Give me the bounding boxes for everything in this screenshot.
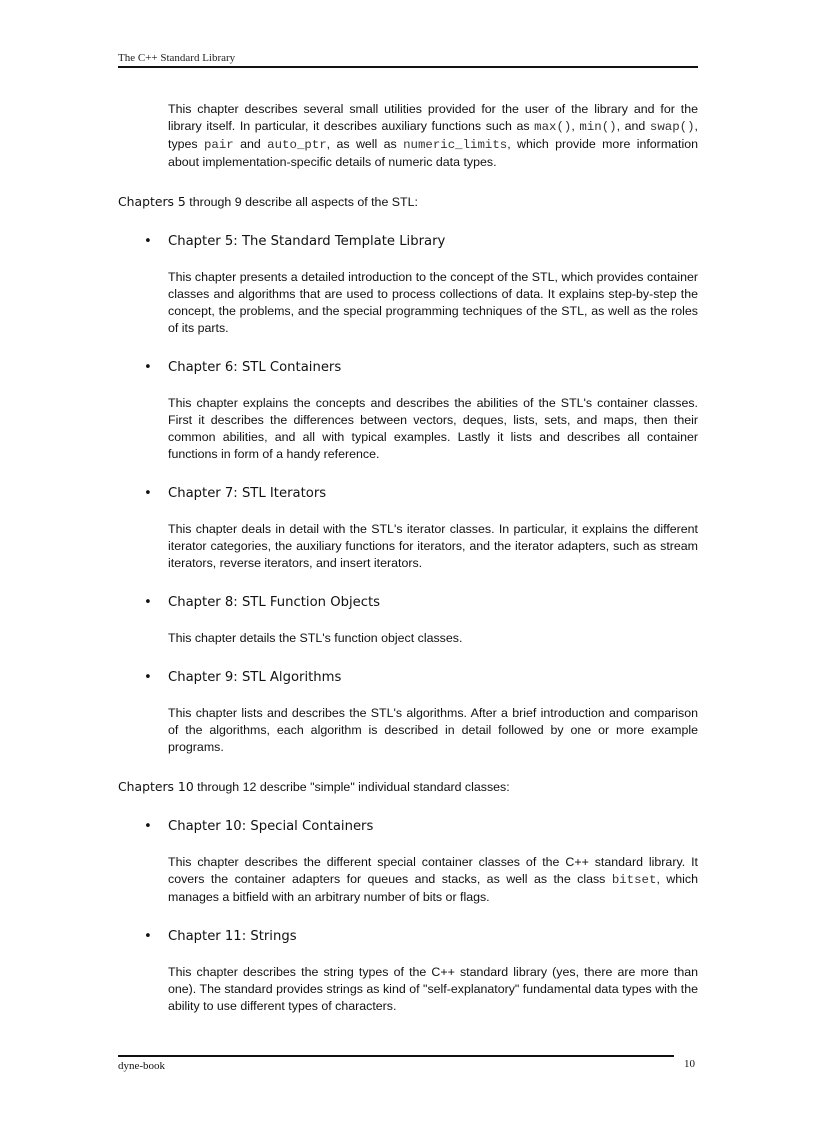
bullet-icon: • [144, 670, 152, 685]
intro-text: This chapter describes several small utilities provided for the user of the library and for the library itself. In particular, it describes auxiliary functions such as [168, 102, 698, 133]
chapter-item-9 [144, 669, 698, 687]
bullet-icon: • [144, 819, 152, 834]
chapter-description: This chapter details the STL's function object classes. [168, 631, 463, 645]
bullet-icon: • [144, 929, 152, 944]
chapter-item-10 [144, 818, 698, 836]
intro-paragraph [168, 101, 698, 171]
footer-book-name: dyne-book [118, 1060, 166, 1072]
chapter-description: This chapter describes the string types of the C++ standard library (yes, there are more than one). The standard provides strings as kind of "self-explanatory" fundamental data types with the ability to use different types of characters. [168, 965, 698, 1013]
chapter-title: Chapter 8: STL Function Objects [168, 595, 381, 610]
bullet-icon: • [144, 234, 152, 249]
section-lead-simple-classes [118, 778, 698, 796]
desc-text: , which manages a bitfield with an arbitrary number of bits or flags. [168, 872, 698, 904]
intro-text: and [233, 137, 268, 151]
chapter-description [168, 854, 698, 906]
intro-text: , types [168, 119, 698, 151]
intro-text: , [571, 119, 580, 133]
code-numeric-limits: numeric_limits [403, 138, 508, 152]
bullet-icon: • [144, 486, 152, 501]
code-bitset: bitset [611, 873, 657, 887]
chapter-title: Chapter 10: Special Containers [168, 819, 374, 834]
lead-rest: through 9 describe all aspects of the STL: [185, 195, 418, 209]
chapter-title: Chapter 5: The Standard Template Library [168, 234, 446, 249]
page-content [118, 101, 698, 1015]
chapter-description: This chapter lists and describes the STL's algorithms. After a brief introduction and comparison of the algorithms, each algorithm is described in detail followed by one or more example programs. [168, 706, 698, 754]
chapter-description: This chapter deals in detail with the STL's iterator classes. In particular, it explains the different iterator categories, the auxiliary functions for iterators, and the iterator adapters, such as stream iterators, reverse iterators, and insert iterators. [168, 522, 698, 570]
chapter-description: This chapter explains the concepts and describes the abilities of the STL's container classes. First it describes the differences between vectors, deques, lists, sets, and maps, then their common abilities, and all with typical examples. Lastly it lists and describes all container functions in form of a handy reference. [168, 396, 698, 461]
footer-rule [118, 1055, 674, 1057]
code-auto-ptr: auto_ptr [267, 138, 327, 152]
chapter-item-8 [144, 594, 698, 612]
running-header: The C++ Standard Library [118, 52, 236, 64]
chapter-item-11 [144, 928, 698, 946]
desc-text: This chapter describes the different special container classes of the C++ standard library. It covers the container adapters for queues and stacks, as well as the class [168, 855, 698, 886]
chapter-description: This chapter presents a detailed introduction to the concept of the STL, which provides container classes and algorithms that are used to process collections of data. It explains step-by-step the concept, the problems, and the special programming techniques of the STL, as well as the roles of its parts. [168, 270, 698, 335]
lead-rest: through 12 describe "simple" individual standard classes: [193, 780, 510, 794]
code-min: min() [579, 120, 617, 134]
intro-text: , and [616, 119, 650, 133]
page-number: 10 [684, 1058, 695, 1070]
bullet-icon: • [144, 360, 152, 375]
chapter-title: Chapter 7: STL Iterators [168, 486, 327, 501]
code-swap: swap() [649, 120, 695, 134]
lead-prefix: Chapters 5 [118, 194, 186, 209]
chapter-title: Chapter 11: Strings [168, 929, 297, 944]
section-lead-stl [118, 193, 698, 211]
chapter-title: Chapter 6: STL Containers [168, 360, 342, 375]
chapter-item-7 [144, 485, 698, 503]
chapter-item-5 [144, 233, 698, 251]
code-max: max() [534, 120, 572, 134]
chapter-title: Chapter 9: STL Algorithms [168, 670, 342, 685]
header-rule [118, 66, 698, 68]
intro-text: , which provide more information about implementation-specific details of numeric data types. [168, 137, 699, 169]
lead-prefix: Chapters 10 [118, 779, 194, 794]
code-pair: pair [204, 138, 234, 152]
chapter-item-6 [144, 359, 698, 377]
bullet-icon: • [144, 595, 152, 610]
intro-text: , as well as [326, 137, 404, 151]
